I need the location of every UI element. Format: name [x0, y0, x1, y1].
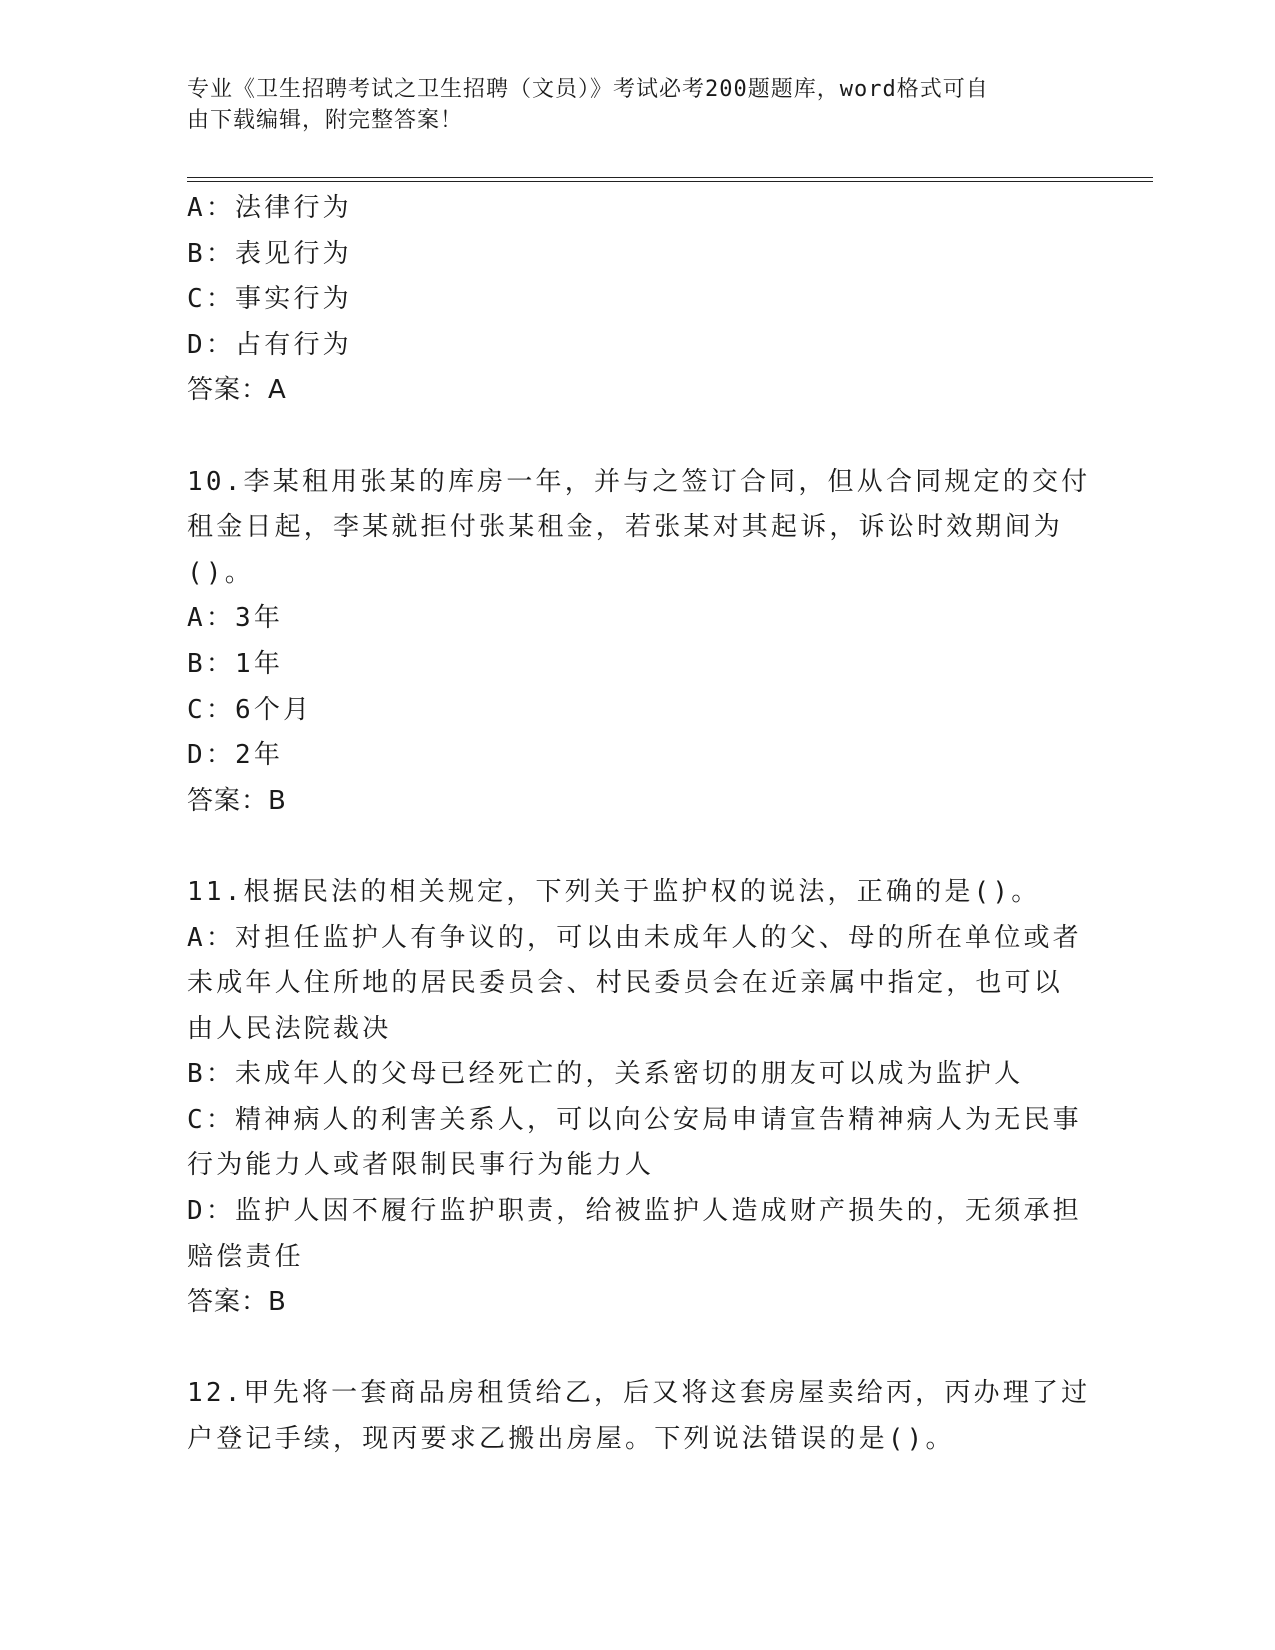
option-b: B：1年 [187, 648, 284, 679]
question-11 [187, 870, 1087, 1326]
header-line-2: 由下载编辑，附完整答案！ [187, 108, 464, 133]
header-divider [187, 177, 1153, 182]
option-a-line: 未成年人住所地的居民委员会、村民委员会在近亲属中指定，也可以 [187, 968, 1064, 999]
question-list [187, 186, 1091, 1463]
question-9 [187, 186, 1087, 414]
answer-line: 答案：B [187, 785, 287, 816]
answer-line: 答案：A [187, 375, 287, 406]
option-c-line: C：精神病人的利害关系人，可以向公安局申请宣告精神病人为无民事 [187, 1104, 1082, 1135]
spacer [187, 1326, 1087, 1372]
option-d: D：占有行为 [187, 329, 352, 360]
option-c: C：事实行为 [187, 284, 352, 315]
option-a: A：3年 [187, 603, 284, 634]
spacer [187, 414, 1087, 460]
document-header [187, 74, 1067, 136]
header-line-1: 专业《卫生招聘考试之卫生招聘（文员）》考试必考200题题库，word格式可自 [187, 77, 989, 102]
question-12 [187, 1371, 1091, 1462]
question-stem-line: 12.甲先将一套商品房租赁给乙，后又将这套房屋卖给丙，丙办理了过 [187, 1378, 1091, 1409]
option-a-line: A：对担任监护人有争议的，可以由未成年人的父、母的所在单位或者 [187, 922, 1082, 953]
option-d-line: D：监护人因不履行监护职责，给被监护人造成财产损失的，无须承担 [187, 1196, 1082, 1227]
question-10 [187, 460, 1091, 825]
question-stem-line: 租金日起，李某就拒付张某租金，若张某对其起诉，诉讼时效期间为 [187, 512, 1064, 543]
spacer [187, 824, 1087, 870]
option-d-line: 赔偿责任 [187, 1241, 304, 1272]
question-stem-line: ()。 [187, 557, 254, 588]
option-d: D：2年 [187, 740, 284, 771]
option-a: A：法律行为 [187, 193, 352, 223]
question-stem-line: 11.根据民法的相关规定，下列关于监护权的说法，正确的是()。 [187, 876, 1041, 907]
option-c-line: 行为能力人或者限制民事行为能力人 [187, 1150, 655, 1181]
question-stem-line: 10.李某租用张某的库房一年，并与之签订合同，但从合同规定的交付 [187, 466, 1091, 497]
option-c: C：6个月 [187, 694, 313, 725]
question-stem-line: 户登记手续，现丙要求乙搬出房屋。下列说法错误的是()。 [187, 1424, 955, 1455]
option-b-line: B：未成年人的父母已经死亡的，关系密切的朋友可以成为监护人 [187, 1059, 1024, 1090]
option-b: B：表见行为 [187, 238, 352, 269]
option-a-line: 由人民法院裁决 [187, 1013, 392, 1044]
answer-line: 答案：B [187, 1287, 287, 1318]
